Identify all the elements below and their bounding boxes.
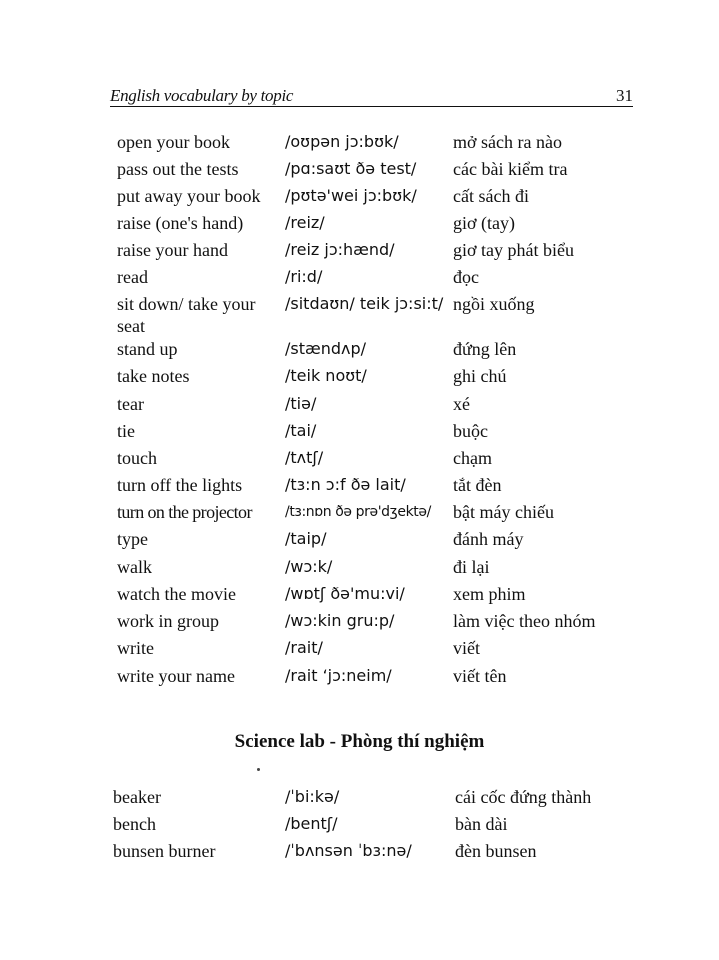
english-term: bench: [113, 814, 156, 834]
pronunciation: /tɜ:nɒn ðə prə'dʒektə/: [285, 504, 431, 520]
english-term: walk: [117, 557, 152, 577]
english-term: tie: [117, 421, 135, 441]
vietnamese-meaning: mở sách ra nào: [453, 132, 562, 152]
english-term: write: [117, 638, 154, 658]
english-term: raise your hand: [117, 240, 228, 260]
vietnamese-meaning: đánh máy: [453, 529, 524, 549]
vietnamese-meaning: ngồi xuống: [453, 294, 535, 314]
english-term: take notes: [117, 366, 190, 386]
pronunciation: /tɜ:n ɔ:f ðə lait/: [285, 475, 406, 494]
vietnamese-meaning: buộc: [453, 421, 488, 441]
pronunciation: /stændʌp/: [285, 339, 367, 358]
english-term: beaker: [113, 787, 161, 807]
vietnamese-meaning: đèn bunsen: [455, 841, 537, 861]
vietnamese-meaning: ghi chú: [453, 366, 507, 386]
vietnamese-meaning: làm việc theo nhóm: [453, 611, 596, 631]
english-term: tear: [117, 394, 144, 414]
english-term: open your book: [117, 132, 230, 152]
pronunciation: /tʌtʃ/: [285, 448, 324, 467]
english-term: sit down/ take your seat: [117, 294, 256, 336]
english-term: pass out the tests: [117, 159, 239, 179]
vietnamese-meaning: giơ tay phát biểu: [453, 240, 574, 260]
pronunciation: /oʊpən jɔ:bʊk/: [285, 132, 399, 151]
english-term: touch: [117, 448, 157, 468]
english-term: turn on the projector: [117, 502, 252, 522]
pronunciation: /ˈbi:kə/: [285, 787, 340, 806]
vietnamese-meaning: đứng lên: [453, 339, 517, 359]
page-header: [110, 84, 633, 107]
pronunciation: /rait ‘jɔ:neim/: [285, 666, 392, 685]
english-term: watch the movie: [117, 584, 236, 604]
vietnamese-meaning: cái cốc đứng thành: [455, 787, 592, 807]
vietnamese-meaning: đi lại: [453, 557, 490, 577]
english-term: read: [117, 267, 148, 287]
page-number: 31: [616, 86, 633, 105]
english-term: type: [117, 529, 148, 549]
vietnamese-meaning: bàn dài: [455, 814, 508, 834]
english-term: work in group: [117, 611, 219, 631]
pronunciation: /reiz/: [285, 213, 325, 232]
vietnamese-meaning: viết: [453, 638, 480, 658]
pronunciation: /wɔ:kin gru:p/: [285, 611, 395, 630]
english-term: turn off the lights: [117, 475, 243, 495]
vietnamese-meaning: xem phim: [453, 584, 526, 604]
english-term: raise (one's hand): [117, 213, 244, 233]
vietnamese-meaning: viết tên: [453, 666, 507, 686]
english-term: write your name: [117, 666, 235, 686]
pronunciation: /wɔ:k/: [285, 557, 333, 576]
pronunciation: /pɑ:saʊt ðə test/: [285, 159, 417, 178]
vietnamese-meaning: xé: [453, 394, 470, 414]
english-term: stand up: [117, 339, 178, 359]
section-heading: Science lab - Phòng thí nghiệm: [234, 731, 485, 752]
pronunciation: /sitdaʊn/ teik jɔ:si:t/: [285, 294, 444, 313]
english-term: bunsen burner: [113, 841, 216, 861]
pronunciation: /rait/: [285, 638, 323, 657]
vietnamese-meaning: các bài kiểm tra: [453, 159, 568, 179]
pronunciation: /ri:d/: [285, 267, 323, 286]
pronunciation: /tai/: [285, 421, 317, 440]
pronunciation: /tiə/: [285, 394, 317, 413]
vietnamese-meaning: tắt đèn: [453, 475, 502, 495]
stray-dot: [257, 768, 260, 771]
english-term: put away your book: [117, 186, 261, 206]
pronunciation: /reiz jɔ:hænd/: [285, 240, 395, 259]
pronunciation: /ˈbʌnsən ˈbɜ:nə/: [285, 841, 412, 860]
vietnamese-meaning: giơ (tay): [453, 213, 515, 233]
pronunciation: /pʊtə'wei jɔ:bʊk/: [285, 186, 417, 205]
vietnamese-meaning: chạm: [453, 448, 492, 468]
vietnamese-meaning: đọc: [453, 267, 479, 287]
vietnamese-meaning: cất sách đi: [453, 186, 529, 206]
pronunciation: /bentʃ/: [285, 814, 338, 833]
pronunciation: /teik noʊt/: [285, 366, 367, 385]
running-title: English vocabulary by topic: [110, 86, 294, 105]
pronunciation: /taip/: [285, 529, 327, 548]
vietnamese-meaning: bật máy chiếu: [453, 502, 554, 522]
pronunciation: /wɒtʃ ðə'mu:vi/: [285, 584, 405, 603]
